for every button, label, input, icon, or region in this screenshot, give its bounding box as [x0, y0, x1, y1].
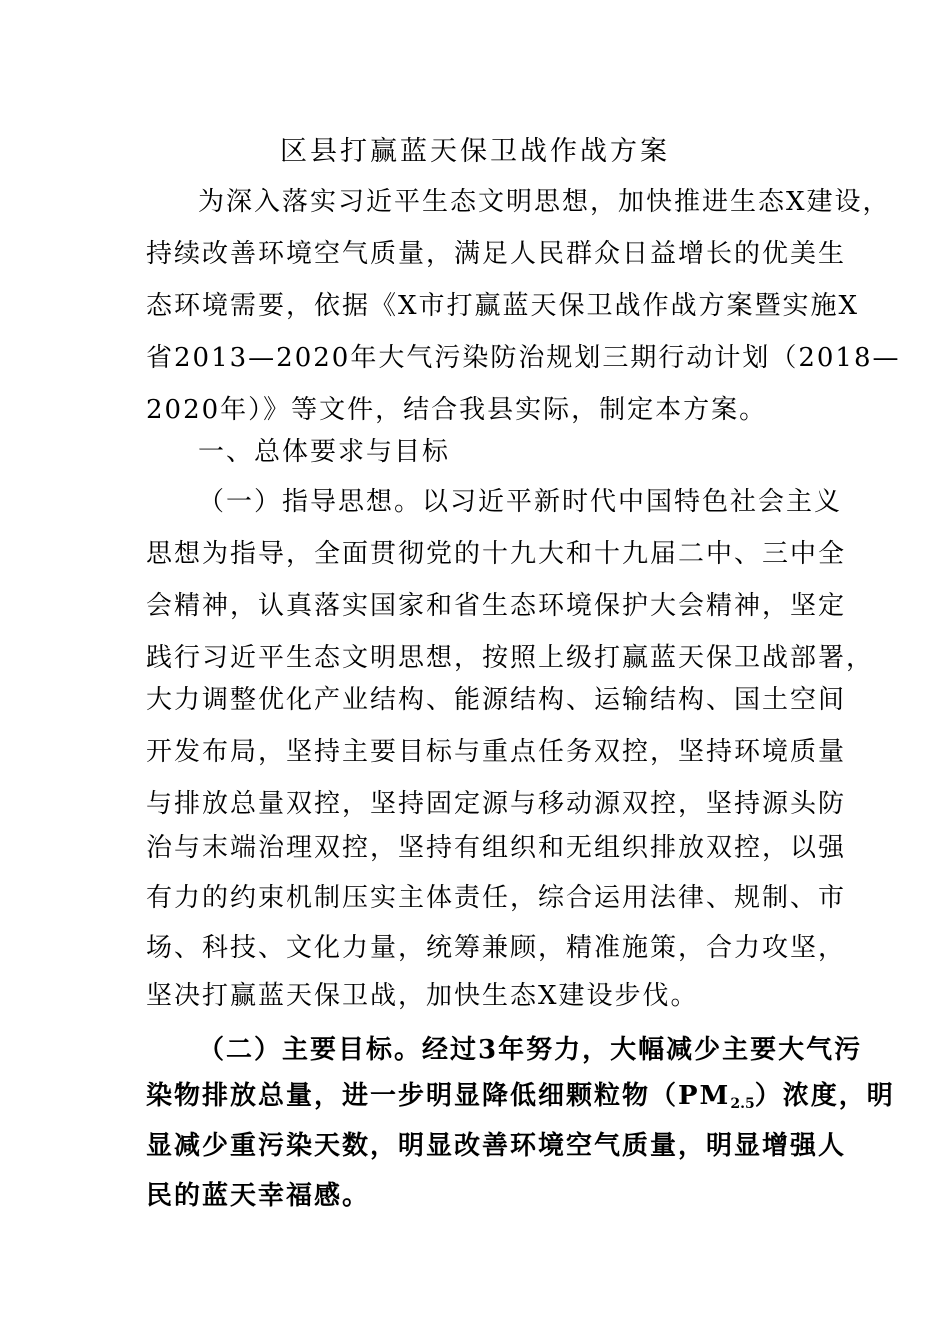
guiding-line-4: 践行习近平生态文明思想，按照上级打赢蓝天保卫战部署，: [146, 643, 875, 673]
targets-line-1: （二）主要目标。经过3年努力，大幅减少主要大气污: [198, 1035, 863, 1065]
targets-line-2-end: ）浓度，明: [754, 1081, 895, 1111]
guiding-line-5: 大力调整优化产业结构、能源结构、运输结构、国土空间: [146, 685, 847, 715]
section-heading: 一、总体要求与目标: [198, 437, 451, 467]
intro-line-2: 持续改善环境空气质量，满足人民群众日益增长的优美生: [146, 239, 847, 269]
targets-line-3: 显减少重污染天数，明显改善环境空气质量，明显增强人: [146, 1131, 847, 1161]
guiding-line-9: 有力的约束机制压实主体责任，综合运用法律、规制、市: [146, 883, 847, 913]
intro-line-3: 态环境需要，依据《X市打赢蓝天保卫战作战方案暨实施X: [146, 291, 860, 321]
targets-line-2-start: 染物排放总量，进一步明显降低细颗粒物（PM: [146, 1081, 731, 1111]
targets-line-2: [146, 1070, 895, 1122]
guiding-line-3: 会精神，认真落实国家和省生态环境保护大会精神，坚定: [146, 591, 847, 621]
pm-subscript: 2.5: [730, 1096, 755, 1112]
guiding-line-1: （一）指导思想。以习近平新时代中国特色社会主义: [198, 487, 843, 517]
targets-line-4: 民的蓝天幸福感。: [146, 1181, 371, 1211]
intro-line-5: 2020年）》等文件，结合我县实际，制定本方案。: [146, 395, 768, 425]
guiding-line-10: 场、科技、文化力量，统筹兼顾，精准施策，合力攻坚，: [146, 933, 847, 963]
intro-line-1: 为深入落实习近平生态文明思想，加快推进生态X建设，: [198, 187, 891, 217]
intro-line-4: 省2013—2020年大气污染防治规划三期行动计划（2018—: [146, 343, 901, 373]
guiding-line-6: 开发布局，坚持主要目标与重点任务双控，坚持环境质量: [146, 737, 847, 767]
guiding-line-2: 思想为指导，全面贯彻党的十九大和十九届二中、三中全: [146, 539, 847, 569]
guiding-line-7: 与排放总量双控，坚持固定源与移动源双控，坚持源头防: [146, 789, 847, 819]
document-title: 区县打赢蓝天保卫战作战方案: [280, 136, 670, 167]
guiding-line-8: 治与末端治理双控，坚持有组织和无组织排放双控，以强: [146, 833, 847, 863]
guiding-line-11: 坚决打赢蓝天保卫战，加快生态X建设步伐。: [146, 981, 699, 1011]
